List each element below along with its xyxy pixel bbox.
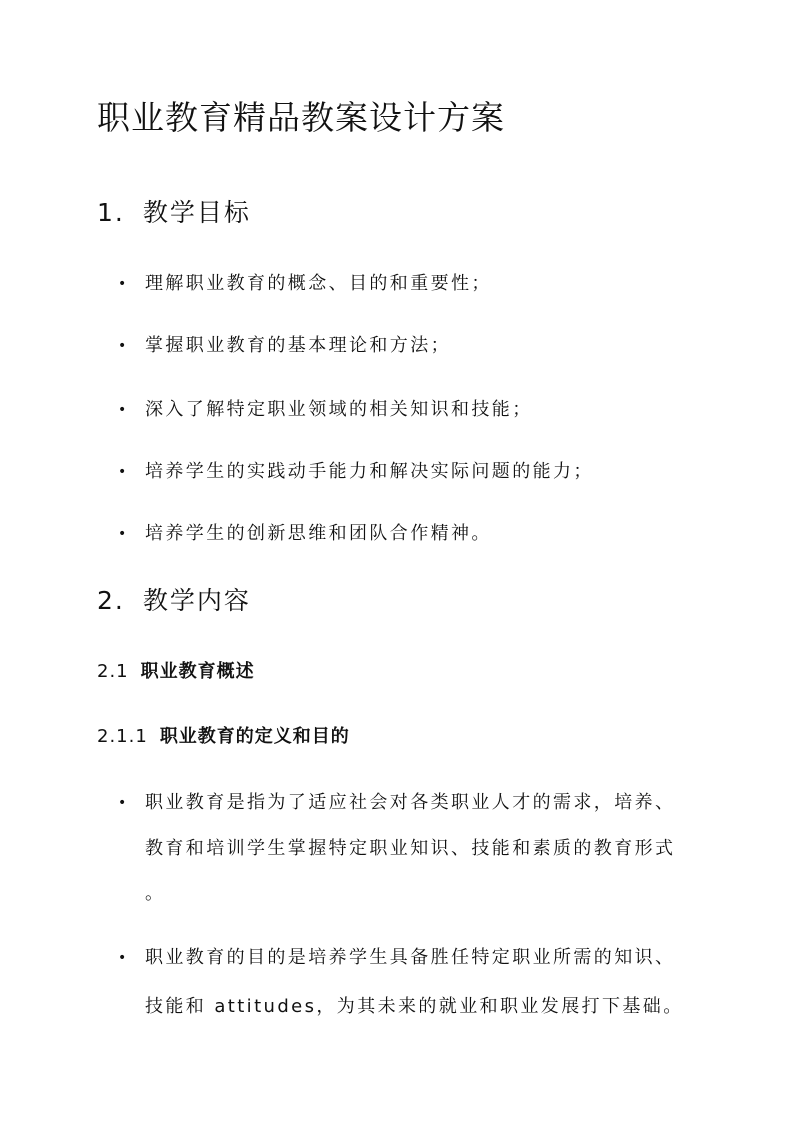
section-number: 2.	[97, 586, 125, 615]
section-heading-1	[97, 196, 251, 230]
section-title: 教学内容	[142, 586, 251, 615]
bullet-icon: •	[118, 795, 129, 811]
list-item-text: 职业教育是指为了适应社会对各类职业人才的需求，培养、	[145, 792, 676, 813]
subsection-number: 2.1	[97, 661, 129, 682]
bullet-icon: •	[118, 950, 129, 966]
bullet-icon: •	[118, 276, 129, 292]
section-heading-2	[97, 584, 251, 618]
list-item-text: 培养学生的实践动手能力和解决实际问题的能力；	[145, 461, 594, 482]
bullet-icon: •	[118, 464, 129, 480]
page-title: 职业教育精品教案设计方案	[97, 98, 505, 137]
subsubsection-title: 职业教育的定义和目的	[159, 726, 350, 747]
list-item-text: 掌握职业教育的基本理论和方法；	[145, 335, 451, 356]
bullet-icon: •	[118, 402, 129, 418]
subsubsection-number: 2.1.1	[97, 726, 148, 747]
list-item-text: 培养学生的创新思维和团队合作精神。	[145, 523, 492, 544]
subsection-heading	[97, 659, 255, 685]
list-item-text: 职业教育的目的是培养学生具备胜任特定职业所需的知识、	[145, 947, 676, 968]
list-item-continuation: 技能和 attitudes，为其未来的就业和职业发展打下基础。	[145, 996, 684, 1017]
list-item-continuation: 教育和培训学生掌握特定职业知识、技能和素质的教育形式	[145, 838, 676, 859]
section-title: 教学目标	[142, 198, 251, 227]
list-item-text: 深入了解特定职业领域的相关知识和技能；	[145, 399, 533, 420]
list-item-text: 理解职业教育的概念、目的和重要性；	[145, 273, 492, 294]
bullet-icon: •	[118, 338, 129, 354]
bullet-icon: •	[118, 526, 129, 542]
list-item-continuation: 。	[145, 883, 166, 904]
subsubsection-heading	[97, 724, 350, 750]
section-number: 1.	[97, 198, 125, 227]
subsection-title: 职业教育概述	[140, 661, 255, 682]
